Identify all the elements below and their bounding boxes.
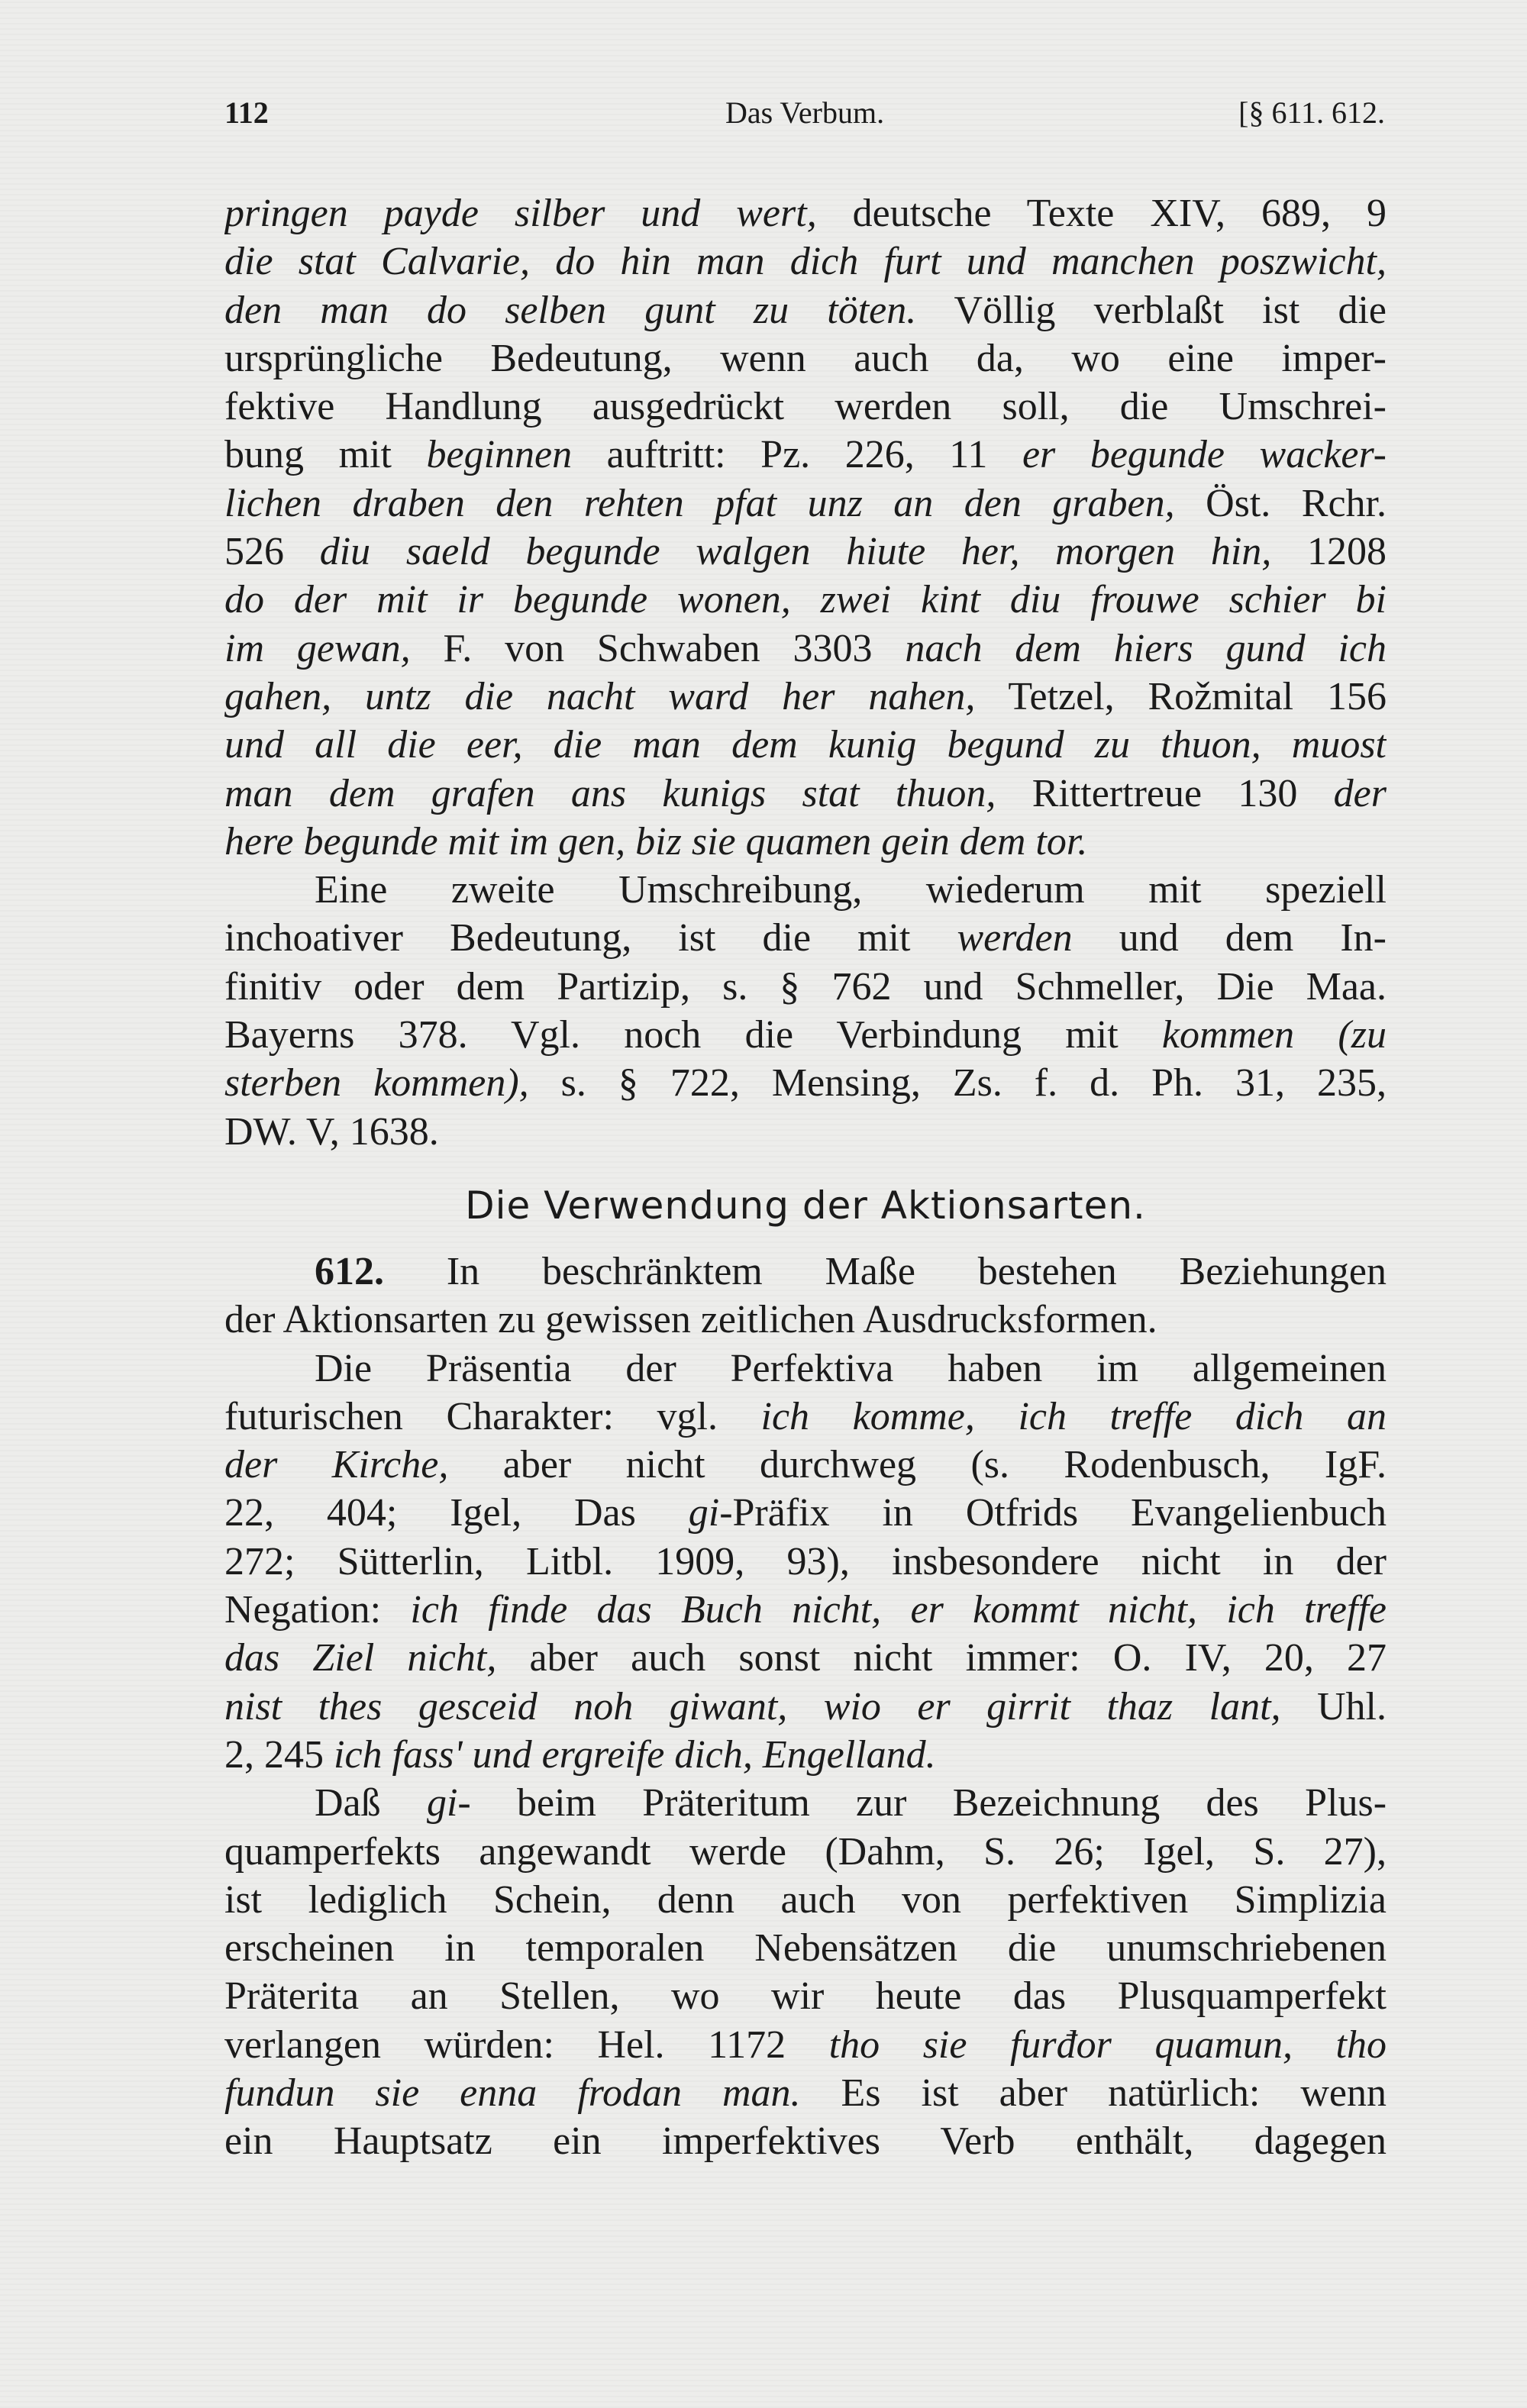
paragraph xyxy=(224,1248,1387,1344)
text-run: aber nicht durchweg (s. Rodenbusch, IgF. xyxy=(448,1443,1387,1487)
italic-citation: beginnen xyxy=(426,433,573,477)
paragraph xyxy=(224,1344,1387,1780)
text-line xyxy=(224,189,1387,237)
text-run: s. § 722, Mensing, Zs. f. d. Ph. 31, 235, xyxy=(528,1061,1387,1106)
text-run: ursprüngliche Bedeutung, wenn auch da, wo eine imper- xyxy=(224,336,1387,380)
italic-citation: here begunde mit im gen, biz sie quamen gein dem tor. xyxy=(224,819,1088,863)
text-run: verlangen würden: Hel. 1172 xyxy=(224,2022,829,2067)
italic-citation: ich fass' und ergreife dich, Engelland. xyxy=(334,1732,936,1777)
text-run: quamperfekts angewandt werde (Dahm, S. 26; Igel, S. 27), xyxy=(224,1829,1387,1874)
text-line xyxy=(224,1489,1387,1537)
text-run: ist lediglich Schein, denn auch von perfektiven Simplizia xyxy=(224,1877,1387,1922)
text-line xyxy=(224,1828,1387,1876)
text-run: F. von Schwaben 3303 xyxy=(410,626,906,670)
text-run: Bayerns 378. Vgl. noch die Verbindung mit xyxy=(224,1013,1162,1057)
text-line xyxy=(224,1586,1387,1634)
italic-citation: der xyxy=(1333,771,1387,815)
text-run: In beschränktem Maße bestehen Beziehungen xyxy=(384,1250,1387,1293)
text-line xyxy=(224,1538,1387,1586)
paragraph xyxy=(224,1779,1387,2165)
italic-citation: ich finde das Buch nicht, er kommt nicht, ich treffe xyxy=(410,1588,1387,1632)
italic-citation: gi- xyxy=(426,1781,471,1825)
text-run: DW. V, 1638. xyxy=(224,1109,439,1154)
text-line xyxy=(224,383,1387,431)
section-reference: [§ 611. 612. xyxy=(1238,95,1385,130)
text-run: Es ist aber natürlich: wenn xyxy=(800,2071,1387,2116)
italic-citation: tho sie furđor quamun, tho xyxy=(828,2022,1387,2067)
text-run: 1208 xyxy=(1271,530,1387,574)
section-heading: Die Verwendung der Aktionsarten. xyxy=(465,1183,1146,1228)
italic-citation: nach dem hiers gund ich xyxy=(905,626,1387,670)
text-run: auftritt: Pz. 226, 11 xyxy=(572,433,1022,477)
italic-citation: und all die eer, die man dem kunig begund zu thuon, muost xyxy=(224,723,1387,767)
italic-citation: gi xyxy=(688,1491,720,1535)
text-line xyxy=(224,2069,1387,2117)
text-run: aber auch sonst nicht immer: O. IV, 20, 27 xyxy=(496,1636,1387,1680)
text-line xyxy=(224,1441,1387,1489)
italic-citation: ich komme, ich treffe dich an xyxy=(760,1394,1387,1438)
text-run: finitiv oder dem Partizip, s. § 762 und Schmeller, Die Maa. xyxy=(224,964,1387,1009)
text-line xyxy=(224,770,1387,818)
text-line xyxy=(224,286,1387,334)
text-line xyxy=(224,721,1387,769)
text-run: Tetzel, Rožmital 156 xyxy=(975,674,1387,718)
italic-citation: do der mit ir begunde wonen, zwei kint diu frouwe schier bi xyxy=(224,578,1387,622)
text-block-lower xyxy=(224,1248,1387,2166)
text-line xyxy=(224,237,1387,286)
italic-citation: die stat Calvarie, do hin man dich furt und manchen poszwicht, xyxy=(224,240,1387,284)
text-run: futurischen Charakter: vgl. xyxy=(224,1394,761,1438)
text-run: Rittertreue 130 xyxy=(996,771,1334,815)
text-run: Eine zweite Umschreibung, wiederum mit speziell xyxy=(315,868,1387,912)
text-run: ein Hauptsatz ein imperfektives Verb enthält, dagegen xyxy=(224,2119,1387,2164)
italic-citation: kommen (zu xyxy=(1161,1013,1387,1057)
italic-citation: den man do selben gunt zu töten. xyxy=(224,288,917,332)
text-line xyxy=(224,963,1387,1011)
section-number: 612. xyxy=(315,1250,384,1293)
italic-citation: sterben kommen), xyxy=(224,1061,529,1106)
text-run: Die Präsentia der Perfektiva haben im allgemeinen xyxy=(315,1346,1387,1390)
text-run: Völlig verblaßt ist die xyxy=(916,288,1387,332)
italic-citation: das Ziel nicht, xyxy=(224,1636,497,1680)
text-line xyxy=(224,1731,1387,1779)
text-run: 272; Sütterlin, Litbl. 1909, 93), insbesondere nicht in der xyxy=(224,1539,1387,1583)
text-run: und dem In- xyxy=(1072,916,1387,960)
text-run: -Präfix in Otfrids Evangelienbuch xyxy=(719,1491,1387,1535)
text-line xyxy=(224,1296,1387,1344)
text-run: beim Präteritum zur Bezeichnung des Plus- xyxy=(470,1781,1387,1825)
italic-citation: pringen payde silber und wert, xyxy=(224,192,817,235)
running-title: Das Verbum. xyxy=(725,95,885,130)
text-line xyxy=(224,528,1387,576)
text-block-upper xyxy=(224,189,1387,1156)
italic-citation: man dem grafen ans kunigs stat thuon, xyxy=(224,771,996,815)
paragraph xyxy=(224,866,1387,1156)
text-run: 22, 404; Igel, Das xyxy=(224,1491,689,1535)
text-line xyxy=(224,1108,1387,1156)
text-line xyxy=(224,866,1387,914)
text-line xyxy=(224,1248,1387,1296)
italic-citation: im gewan, xyxy=(224,626,411,670)
text-line xyxy=(224,1972,1387,2020)
italic-citation: diu saeld begunde walgen hiute her, morgen hin, xyxy=(319,530,1272,574)
text-line xyxy=(224,576,1387,624)
text-line xyxy=(224,2117,1387,2165)
text-run: fektive Handlung ausgedrückt werden soll, die Umschrei- xyxy=(224,385,1387,429)
text-line xyxy=(224,1393,1387,1441)
text-line xyxy=(224,1779,1387,1827)
paragraph xyxy=(224,189,1387,866)
text-line xyxy=(224,334,1387,383)
text-line xyxy=(224,818,1387,866)
text-run: erscheinen in temporalen Nebensätzen die unumschriebenen xyxy=(224,1926,1387,1971)
text-run: Daß xyxy=(315,1781,427,1825)
text-line xyxy=(224,1876,1387,1924)
text-line xyxy=(224,673,1387,721)
text-run: Öst. Rchr. xyxy=(1174,481,1387,525)
text-run: deutsche Texte XIV, 689, 9 xyxy=(816,192,1387,235)
text-line xyxy=(224,1059,1387,1107)
text-line xyxy=(224,914,1387,962)
text-run: 526 xyxy=(224,530,320,574)
text-line xyxy=(224,1683,1387,1731)
page-number: 112 xyxy=(224,95,269,130)
italic-citation: lichen draben den rehten pfat unz an den graben, xyxy=(224,481,1175,525)
text-line xyxy=(224,2021,1387,2069)
italic-citation: nist thes gesceid noh giwant, wio er girrit thaz lant, xyxy=(224,1684,1281,1729)
text-run: Uhl. xyxy=(1280,1684,1387,1729)
text-line xyxy=(224,431,1387,479)
text-run: Negation: xyxy=(224,1588,411,1632)
italic-citation: gahen, untz die nacht ward her nahen, xyxy=(224,674,976,718)
text-line xyxy=(224,625,1387,673)
text-line xyxy=(224,1011,1387,1059)
italic-citation: fundun sie enna frodan man. xyxy=(224,2071,801,2116)
text-run: Präterita an Stellen, wo wir heute das Plusquamperfekt xyxy=(224,1974,1387,2019)
running-head xyxy=(224,92,1385,134)
italic-citation: der Kirche, xyxy=(224,1443,449,1487)
text-line xyxy=(224,1344,1387,1393)
italic-citation: werden xyxy=(957,916,1073,960)
text-run: 2, 245 xyxy=(224,1732,334,1777)
text-run: inchoativer Bedeutung, ist die mit xyxy=(224,916,957,960)
italic-citation: er begunde wacker- xyxy=(1022,433,1387,477)
text-line xyxy=(224,1924,1387,1972)
text-line xyxy=(224,1634,1387,1682)
text-run: der Aktionsarten zu gewissen zeitlichen Ausdrucksformen. xyxy=(224,1298,1157,1342)
text-run: bung mit xyxy=(224,433,427,477)
text-line xyxy=(224,479,1387,528)
